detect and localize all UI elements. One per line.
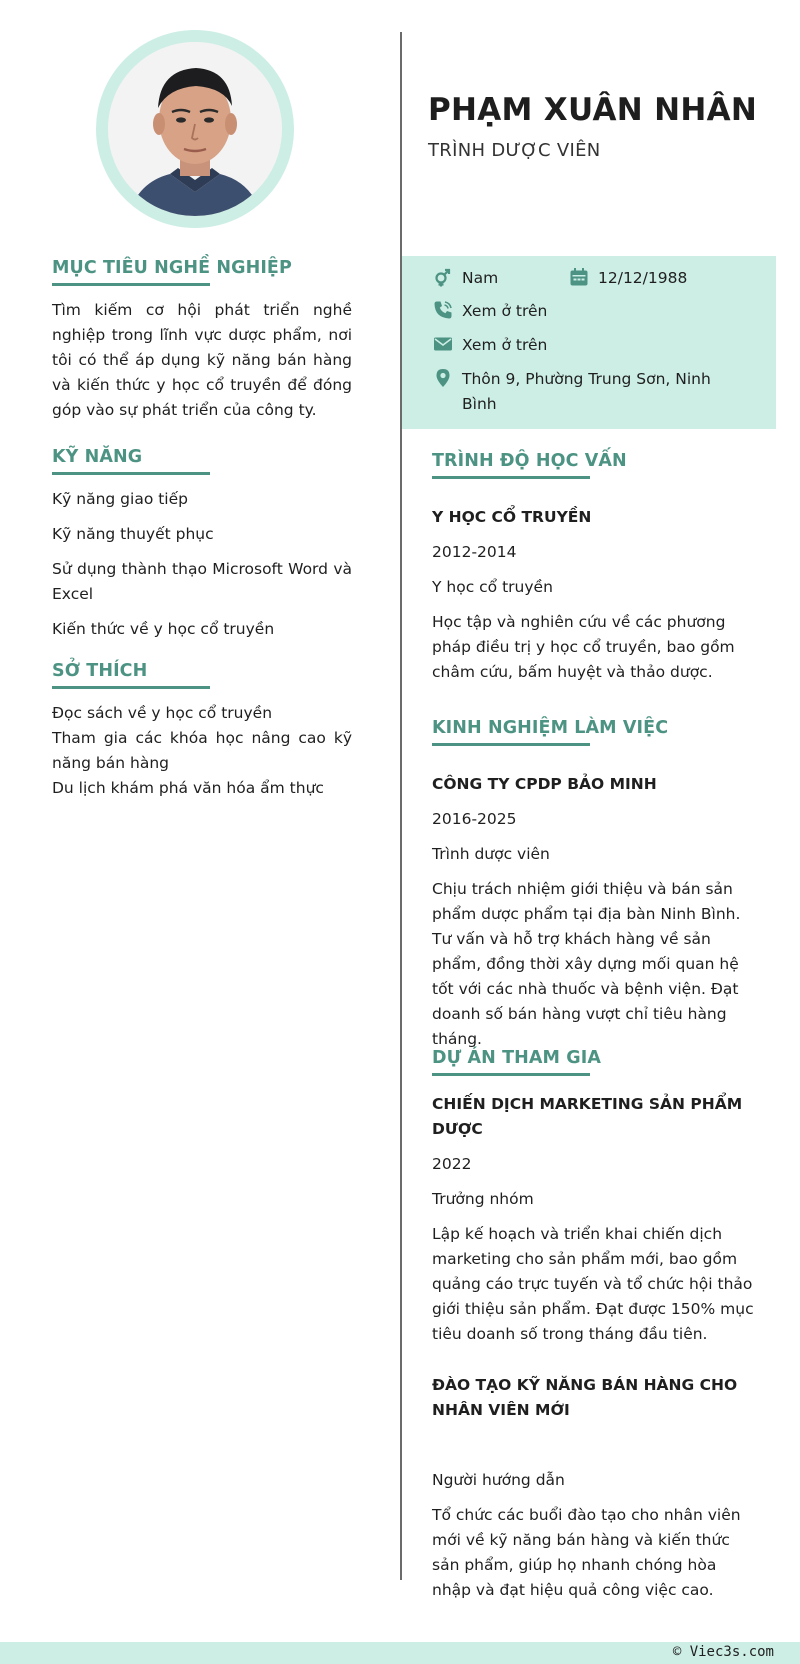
education-major: Y học cổ truyền — [432, 578, 553, 596]
experience-period: 2016-2025 — [432, 810, 517, 828]
objective-title: MỤC TIÊU NGHỀ NGHIỆP — [52, 258, 292, 278]
contact-panel — [402, 256, 776, 429]
phone-icon — [432, 299, 454, 321]
education-period: 2012-2014 — [432, 543, 517, 561]
education-section — [432, 451, 756, 685]
experience-position: Trình dược viên — [432, 845, 550, 863]
email-value: Xem ở trên — [462, 336, 548, 354]
project-name: CHIẾN DỊCH MARKETING SẢN PHẨM DƯỢC — [432, 1095, 743, 1138]
objective-underline — [52, 283, 210, 286]
experience-description: Chịu trách nhiệm giới thiệu và bán sản phẩm dược phẩm tại địa bàn Ninh Bình. Tư vấn và hỗ trợ khách hàng về sản phẩm, đồng thời xây dựng mối quan hệ tốt với các nhà thuốc và bệnh viện. Đạt doanh số bán hàng vượt chỉ tiêu hàng tháng. — [432, 880, 741, 1048]
project-role: Người hướng dẫn — [432, 1471, 565, 1489]
candidate-name: PHẠM XUÂN NHÂN — [428, 92, 758, 128]
skills-section — [52, 447, 352, 642]
experience-section — [432, 718, 756, 1052]
education-description: Học tập và nghiên cứu về các phương pháp điều trị y học cổ truyền, bao gồm châm cứu, bấm huyệt và thảo dược. — [432, 613, 735, 681]
objective-text: Tìm kiếm cơ hội phát triển nghề nghiệp trong lĩnh vực dược phẩm, nơi tôi có thể áp dụng kỹ năng bán hàng và kiến thức y học cổ truyền để đóng góp vào sự phát triển của công ty. — [52, 301, 352, 419]
skills-underline — [52, 472, 210, 475]
project-name: ĐÀO TẠO KỸ NĂNG BÁN HÀNG CHO NHÂN VIÊN MỚI — [432, 1376, 738, 1419]
experience-underline — [432, 743, 590, 746]
address-value: Thôn 9, Phường Trung Sơn, Ninh Bình — [462, 370, 711, 413]
hobbies-underline — [52, 686, 210, 689]
hobby-item: Đọc sách về y học cổ truyền — [52, 704, 273, 722]
projects-section — [432, 1048, 756, 1603]
skill-item: Sử dụng thành thạo Microsoft Word và Excel — [52, 560, 352, 603]
experience-title: KINH NGHIỆM LÀM VIỆC — [432, 718, 669, 738]
projects-underline — [432, 1073, 590, 1076]
project-year — [432, 1433, 756, 1458]
project-role: Trưởng nhóm — [432, 1190, 534, 1208]
gender-icon — [432, 266, 454, 288]
education-name: Y HỌC CỔ TRUYỀN — [432, 508, 592, 526]
location-icon — [432, 367, 454, 389]
hobbies-title: SỞ THÍCH — [52, 661, 148, 681]
birthday-value: 12/12/1988 — [598, 269, 688, 287]
objective-section — [52, 258, 352, 423]
calendar-icon — [568, 266, 590, 288]
hobbies-section — [52, 661, 352, 801]
footer-bar — [0, 1642, 800, 1664]
contact-address — [432, 367, 732, 417]
experience-company: CÔNG TY CPDP BẢO MINH — [432, 775, 657, 793]
contact-birthday — [568, 266, 687, 291]
education-title: TRÌNH ĐỘ HỌC VẤN — [432, 451, 627, 471]
skill-item: Kiến thức về y học cổ truyền — [52, 620, 275, 638]
contact-phone — [432, 299, 547, 324]
projects-title: DỰ ÁN THAM GIA — [432, 1048, 601, 1068]
skill-item: Kỹ năng giao tiếp — [52, 490, 188, 508]
project-description: Tổ chức các buổi đào tạo cho nhân viên mới về kỹ năng bán hàng và kiến thức sản phẩm, giúp họ nhanh chóng hòa nhập và đạt hiệu quả công việc cao. — [432, 1506, 741, 1599]
contact-gender — [432, 266, 498, 291]
phone-value: Xem ở trên — [462, 302, 548, 320]
footer-credit: © Viec3s.com — [672, 1644, 774, 1660]
gender-value: Nam — [462, 269, 499, 287]
candidate-role: TRÌNH DƯỢC VIÊN — [428, 140, 601, 161]
skills-title: KỸ NĂNG — [52, 447, 143, 467]
person-photo-icon — [108, 42, 282, 216]
contact-email — [432, 333, 547, 358]
project-description: Lập kế hoạch và triển khai chiến dịch marketing cho sản phẩm mới, bao gồm quảng cáo trực tuyến và tổ chức hội thảo giới thiệu sản phẩm. Đạt được 150% mục tiêu doanh số trong tháng đầu tiên. — [432, 1225, 754, 1343]
mail-icon — [432, 333, 454, 355]
skill-item: Kỹ năng thuyết phục — [52, 525, 214, 543]
hobby-item: Du lịch khám phá văn hóa ẩm thực — [52, 779, 324, 797]
avatar — [108, 42, 282, 216]
education-underline — [432, 476, 590, 479]
project-year: 2022 — [432, 1155, 472, 1173]
hobby-item: Tham gia các khóa học nâng cao kỹ năng bán hàng — [52, 729, 352, 772]
